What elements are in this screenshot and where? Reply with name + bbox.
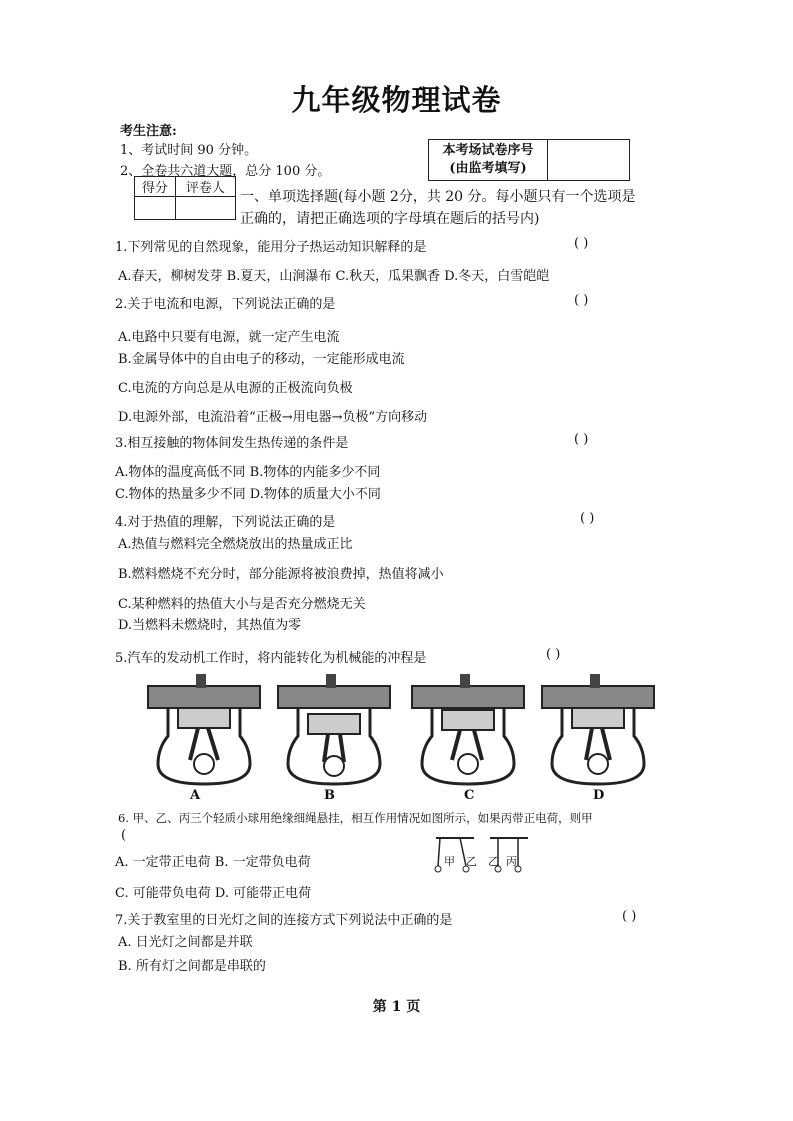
q2-option-b: B.金属导体中的自由电子的移动，一定能形成电流	[118, 352, 405, 367]
q2-option-a: A.电路中只要有电源，就一定产生电流	[118, 330, 340, 345]
q4-option-a: A.热值与燃料完全燃烧放出的热量成正比	[118, 537, 353, 552]
q2-option-d: D.电源外部，电流沿着“正极→用电器→负极”方向移动	[118, 410, 428, 425]
q6-options-ab: A. 一定带正电荷 B. 一定带负电荷	[115, 855, 311, 870]
q2-answer-bracket[interactable]: ( )	[574, 293, 589, 308]
score-field[interactable]	[135, 197, 176, 220]
q5-answer-bracket[interactable]: ( )	[546, 647, 561, 662]
q4-option-b: B.燃料燃烧不充分时，部分能源将被浪费掉，热值将减小	[118, 567, 444, 582]
diagram-label-c: C	[464, 788, 475, 803]
q2-stem: 2.关于电流和电源，下列说法正确的是	[115, 297, 336, 312]
ball-label-jia: 甲	[444, 855, 455, 868]
q5-stem: 5.汽车的发动机工作时，将内能转化为机械能的冲程是	[115, 651, 427, 666]
grader-field[interactable]	[175, 197, 235, 220]
serial-number-field[interactable]	[548, 140, 630, 181]
q7-option-a: A. 日光灯之间都是并联	[118, 935, 253, 950]
page-number: 第 1 页	[372, 999, 421, 1015]
q7-answer-bracket[interactable]: ( )	[622, 909, 637, 924]
score-box	[134, 176, 236, 220]
engine-diagram-b	[278, 674, 390, 784]
q6-stem: 6. 甲、乙、丙三个轻质小球用绝缘细绳悬挂，相互作用情况如图所示，如果丙带正电荷，则甲	[118, 811, 593, 825]
q7-option-b: B. 所有灯之间都是串联的	[118, 959, 266, 974]
q4-answer-bracket[interactable]: ( )	[580, 511, 595, 526]
grader-header: 评卷人	[175, 177, 235, 197]
q1-answer-bracket[interactable]: ( )	[574, 236, 589, 251]
serial-box-line2: (由监考填写)	[449, 161, 527, 176]
section-1-instruction: 正确的，请把正确选项的字母填在题后的括号内)	[240, 211, 540, 227]
diagram-label-a: A	[190, 788, 201, 803]
q2-option-c: C.电流的方向总是从电源的正极流向负极	[118, 381, 353, 396]
q6-answer-bracket[interactable]: (	[121, 828, 127, 843]
q3-answer-bracket[interactable]: ( )	[574, 432, 589, 447]
q4-option-c: C.某种燃料的热值大小与是否充分燃烧无关	[118, 597, 366, 612]
q4-stem: 4.对于热值的理解，下列说法正确的是	[115, 515, 336, 530]
engine-diagram-c	[412, 674, 524, 784]
engine-diagram-a	[148, 674, 260, 784]
ball-label-yi-1: 乙	[466, 855, 477, 868]
q3-options-ab: A.物体的温度高低不同 B.物体的内能多少不同	[115, 465, 381, 480]
notice-item-2: 2、全卷共六道大题，总分 100 分。	[120, 164, 331, 179]
serial-box-line1: 本考场试卷序号	[442, 143, 534, 158]
engine-diagram-d	[542, 674, 654, 784]
notice-item-1: 1、考试时间 90 分钟。	[120, 143, 258, 158]
serial-number-box	[428, 139, 630, 181]
ball-label-bing: 丙	[506, 855, 517, 868]
q6-options-cd: C. 可能带负电荷 D. 可能带正电荷	[115, 886, 312, 901]
q4-option-d: D.当燃料未燃烧时，其热值为零	[118, 618, 302, 633]
page-title: 九年级物理试卷	[291, 83, 502, 117]
diagram-label-b: B	[324, 788, 335, 803]
section-1-heading: 一、单项选择题(每小题 2分，共 20 分。每小题只有一个选项是	[240, 189, 636, 205]
q1-stem: 1.下列常见的自然现象，能用分子热运动知识解释的是	[115, 240, 427, 255]
notice-heading: 考生注意:	[120, 124, 177, 139]
score-header: 得分	[135, 177, 176, 197]
q3-stem: 3.相互接触的物体间发生热传递的条件是	[115, 436, 349, 451]
diagram-label-d: D	[593, 788, 605, 803]
q7-stem: 7.关于教室里的日光灯之间的连接方式下列说法中正确的是	[115, 913, 453, 928]
q1-options: A.春天，柳树发芽 B.夏天，山涧瀑布 C.秋天，瓜果飘香 D.冬天，白雪皑皑	[118, 269, 550, 284]
ball-label-yi-2: 乙	[488, 855, 499, 868]
engine-stroke-diagrams	[140, 668, 660, 806]
q3-options-cd: C.物体的热量多少不同 D.物体的质量大小不同	[115, 487, 381, 502]
